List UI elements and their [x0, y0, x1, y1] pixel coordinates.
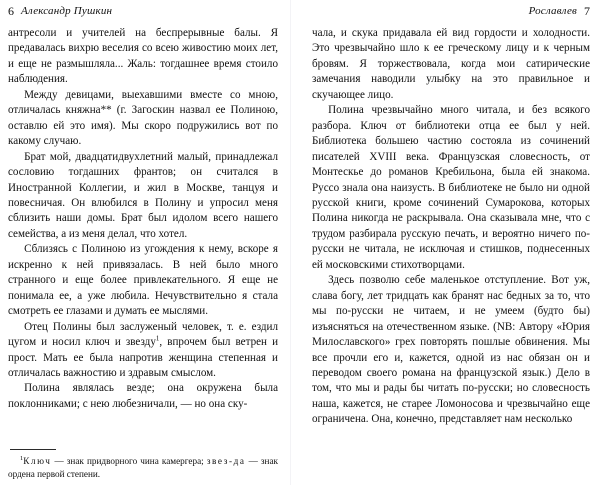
paragraph: чала, и скука придавала ей вид гордости и холодности. Это чрезвычайно шло к ее греческому лицу и к черным бровям. Я торжествовала, когда мои сатирические замечания наводили улыбку на это правильное и скучающее лицо.: [312, 27, 590, 101]
running-head-right: [312, 0, 590, 26]
paragraph-text-after-ref: , впрочем был ветрен и прост. Мать ее была напротив женщина степенная и отличалась важностию и здравым смыслом.: [8, 336, 279, 379]
paragraph: Полина являлась везде; она окружена была поклонниками; с нею любезничали, — но она ску-: [8, 382, 278, 410]
paragraph: Здесь позволю себе маленькое отступление. Вот уж, слава богу, лет тридцать как бранят нас бедных за то, что мы по-русски не читаем, и не умеем (будто бы) изъясняться на отечественном языке. (NB: Автору «Юрия Милославского» грех повторять пошлые обвинения. Мы все прочли его и, кажется, одной из нас обязан он и переводом своего романа на французской язык.) Дело в том, что мы и рады бы читать по-русски; но словесность наша, кажется, не старее Ломоносова и чрезвычайно еще ограничена. Она, конечно, представляет нам несколько: [312, 274, 590, 426]
footnote-tail-text: — знак ордена первой степени.: [8, 456, 279, 479]
paragraph: антресоли и учителей на беспрерывные балы. Я предавалась вихрю веселия со всею живостию моих лет, и еще не размышляла... Жаль: тогдашнее время стоило наблюдения.: [8, 27, 278, 86]
running-head-left: [8, 0, 278, 26]
page-right: [290, 0, 600, 485]
footnote-term-two: звез-да: [206, 456, 246, 466]
folio-number-left: 6: [8, 4, 14, 18]
paragraph: Брат мой, двадцатидвухлетний малый, принадлежал сословию тогдашних франтов; он считался в Иностранной Коллегии, и жил в Москве, танцуя и повесничая. Он влюбился в Полину и упросил меня сблизить наши домы. Брат был идолом всего нашего семейства, а из меня делал, что хотел.: [8, 150, 278, 240]
paragraph: Полина чрезвычайно много читала, и без всякого разбора. Ключ от библиотеки отца ее был у ней. Библиотека большею частию состояла из сочинений писателей XVIII века. Французская словесность, от Монтескье до романов Кребильона, была ей знакома. Руссо знала она наизусть. В библиотеке не было ни одной русской книги, кроме сочинений Сумарокова, которых Полина никогда не раскрывала. Она сказывала мне, что с трудом разбирала русскую печать, и вероятно ничего по-русски не читала, не исключая и стишков, поднесенных ей московскими стихотворцами.: [312, 104, 590, 271]
paragraph: Сблизясь с Полиною из угождения к нему, вскоре я искренно к ней привязалась. В ней было много странного и еще более привлекательного. Я еще не понимала ее, а уже любила. Нечувствительно я стала смотреть ее глазами и думать ее мыслями.: [8, 243, 278, 318]
footnote-marker: 1: [19, 454, 24, 462]
footnote-mid-text: — знак придворного чина камергера;: [51, 456, 207, 466]
footnote-text: [8, 455, 278, 481]
page-left: [0, 0, 290, 485]
footnote-term-one: Ключ: [23, 456, 52, 466]
paragraph-with-footnote-ref: [8, 320, 278, 382]
folio-number-right: 7: [584, 4, 590, 18]
footnote-zone: [8, 449, 278, 481]
paragraph: Между девицами, выехавшими вместе со мною, отличалась княжна** (г. Загоскин назвал ее Полиною, оставлю ей это имя). Мы скоро подружились вот по какому случаю.: [8, 88, 278, 148]
left-column-body: [8, 26, 278, 412]
running-head-title: Рославлев: [528, 5, 577, 17]
right-column-body: [312, 26, 590, 428]
footnote-reference[interactable]: 1: [155, 334, 160, 343]
footnote-separator-rule: [10, 449, 56, 450]
paragraph-text-before-ref: Отец Полины был заслуженый человек, т. е. ездил цугом и носил ключ и звезду: [8, 320, 278, 349]
running-head-author: Александр Пушкин: [21, 5, 113, 17]
